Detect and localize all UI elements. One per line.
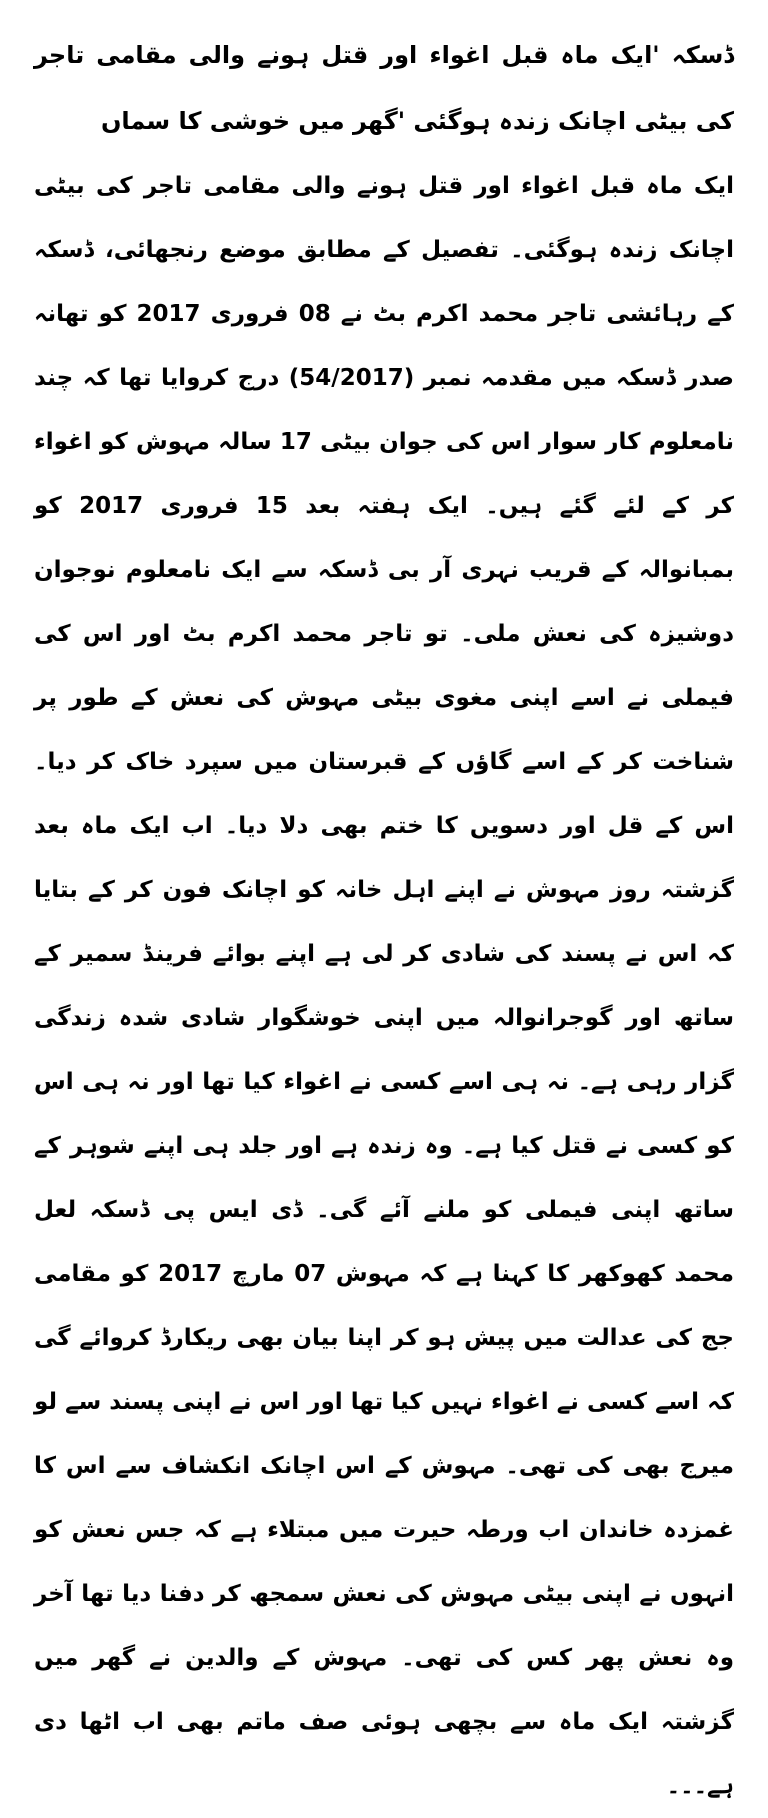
article-body: ایک ماہ قبل اغواء اور قتل ہونے والی مقامی تاجر کی بیٹی اچانک زندہ ہوگئی۔ تفصیل کے مطابق موضع رنجھائی، ڈسکہ کے رہائشی تاجر محمد اکرم بٹ نے 08 فروری 2017 کو تھانہ صدر ڈسکہ میں مقدمہ نمبر (54/2017) درج کروایا تھا کہ چند نامعلوم کار سوار اس کی جوان بیٹی 17 سالہ مہوش کو اغواء کر کے لئے گئے ہیں۔ ایک ہفتہ بعد 15 فروری 2017 کو بمبانوالہ کے قریب نہری آر بی ڈسکہ سے ایک نامعلوم نوجوان دوشیزہ کی نعش ملی۔ تو تاجر محمد اکرم بٹ اور اس کی فیملی نے اسے اپنی مغوی بیٹی مہوش کی نعش کے طور پر شناخت کر کے اسے گاؤں کے قبرستان میں سپرد خاک کر دیا۔ اس کے قل اور دسویں کا ختم بھی دلا دیا۔ اب ایک ماہ بعد گزشتہ روز مہوش نے اپنے اہل خانہ کو اچانک فون کر کے بتایا کہ اس نے پسند کی شادی کر لی ہے اپنے بوائے فرینڈ سمیر کے ساتھ اور گوجرانوالہ میں اپنی خوشگوار شادی شدہ زندگی گزار رہی ہے۔ نہ ہی اسے کسی نے اغواء کیا تھا اور نہ ہی اس کو کسی نے قتل کیا ہے۔ وہ زندہ ہے اور جلد ہی اپنے شوہر کے ساتھ اپنی فیملی کو ملنے آئے گی۔ ڈی ایس پی ڈسکہ لعل محمد کھوکھر کا کہنا ہے کہ مہوش 07 مارچ 2017 کو مقامی جج کی عدالت میں پیش ہو کر اپنا بیان بھی ریکارڈ کروائے گی کہ اسے کسی نے اغواء نہیں کیا تھا اور اس نے اپنی پسند سے لو میرج بھی کی تھی۔ مہوش کے اس اچانک انکشاف سے اس کا غمزدہ خاندان اب ورطہ حیرت میں مبتلاء ہے کہ جس نعش کو انہوں نے اپنی بیٹی مہوش کی نعش سمجھ کر دفنا دیا تھا آخر وہ نعش پھر کس کی تھی۔ مہوش کے والدین نے گھر میں گزشتہ ایک ماہ سے بچھی ہوئی صف ماتم بھی اب اٹھا دی ہے۔۔۔ [34,173,735,1799]
article-headline: ڈسکہ 'ایک ماہ قبل اغواء اور قتل ہونے والی مقامی تاجر کی بیٹی اچانک زندہ ہوگئی 'گھر میں خوشی کا سماں [34,41,734,135]
